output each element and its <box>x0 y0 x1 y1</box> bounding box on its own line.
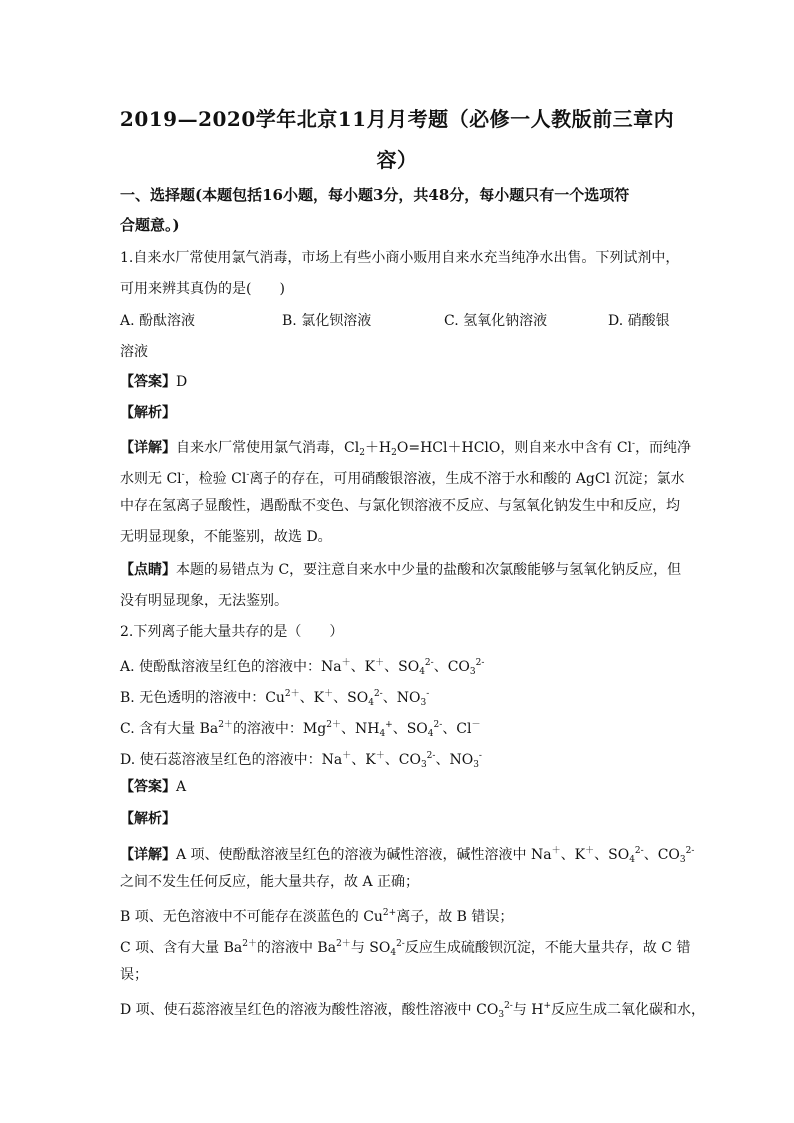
q2-answer-value: A <box>176 779 187 795</box>
superscript: 2＋ <box>242 939 257 949</box>
q2-detail-text: 与 SO <box>350 940 391 956</box>
subscript: 2 <box>359 448 365 458</box>
superscript: 2- <box>373 689 383 699</box>
detail-tag: 【详解】 <box>120 440 176 456</box>
q2-detail-line-5: 误； <box>120 967 148 983</box>
document-title-line-1: 2019—2020学年北京11月月考题（必修一人教版前三章内 <box>119 107 675 131</box>
option-text: D. 使石蕊溶液呈红色的溶液中：Na <box>120 752 343 768</box>
detail-tag: 【详解】 <box>120 847 176 863</box>
subscript: 4 <box>379 729 386 739</box>
superscript: 2- <box>634 846 644 856</box>
superscript: 2+ <box>382 908 397 918</box>
superscript: ＋ <box>342 751 352 761</box>
superscript: 2＋ <box>326 720 341 730</box>
option-text: A. 使酚酞溶液呈红色的溶液中：Na <box>120 659 342 675</box>
q2-detail-text: 反应生成硫酸钡沉淀，不能大量共存，故 C 错 <box>404 940 691 956</box>
superscript: 2- <box>685 846 695 856</box>
q1-remark-line-2: 没有明显现象，无法鉴别。 <box>120 593 288 609</box>
option-text: 、CO <box>384 752 421 768</box>
q2-detail-line-6 <box>120 996 706 1025</box>
document-title-line-2: 容） <box>376 148 418 172</box>
option-text: 、CO <box>433 659 470 675</box>
option-text: 、NO <box>382 690 421 706</box>
q2-detail-text: 与 H <box>512 1002 544 1018</box>
superscript: - <box>246 470 250 480</box>
q1-stem-line-2: 可用来辨其真伪的是( ) <box>120 281 285 297</box>
q1-detail-line-3: 中存在氢离子显酸性，遇酚酞不变色、与氯化钡溶液不反应、与氢氧化钠发生中和反应，均 <box>120 498 680 514</box>
option-text: C. 含有大量 Ba <box>120 721 219 737</box>
superscript: 2- <box>396 939 405 949</box>
superscript: ＋ <box>341 658 351 668</box>
q1-answer-value: D <box>176 374 188 390</box>
option-text: 、K <box>299 690 325 706</box>
subscript: 3 <box>498 1010 505 1020</box>
q1-detail-text: ，检验 Cl <box>184 471 247 487</box>
subscript: 4 <box>368 698 374 708</box>
option-text: 、SO <box>392 721 428 737</box>
option-text: 、SO <box>333 690 369 706</box>
superscript: 2＋ <box>218 720 233 730</box>
q2-option-d <box>120 746 680 775</box>
q2-detail-text: 离子，故 B 错误； <box>396 909 514 925</box>
superscript: 2- <box>426 751 436 761</box>
q1-detail-text: O=HCl＋HClO，则自来水中含有 Cl <box>396 440 633 456</box>
superscript: 2＋ <box>284 689 300 699</box>
q2-detail-text: 的溶液中 Ba <box>256 940 337 956</box>
subscript: 4 <box>427 729 434 739</box>
q2-detail-line-4 <box>120 934 691 963</box>
superscript: 2＋ <box>336 939 351 949</box>
q1-option-d-continued: 溶液 <box>120 344 148 360</box>
q2-option-c <box>120 715 680 744</box>
option-text: 、SO <box>384 659 420 675</box>
q1-answer <box>120 372 680 392</box>
q2-analysis-tag: 【解析】 <box>120 811 176 827</box>
q1-remark-line-1 <box>120 560 680 580</box>
option-text: 、Cl <box>442 721 472 737</box>
q1-detail-line-4: 无明显现象，不能鉴别，故选 D。 <box>120 529 332 545</box>
q2-option-b <box>120 684 680 713</box>
q2-detail-line-3 <box>120 903 680 927</box>
option-text: 、NH <box>340 721 380 737</box>
subscript: 3 <box>679 855 686 865</box>
subscript: 4 <box>390 948 397 958</box>
superscript: 2- <box>504 1001 513 1011</box>
subscript: 3 <box>420 698 427 708</box>
section-heading-line-1: 一、选择题(本题包括16小题，每小题3分，共48分，每小题只有一个选项符 <box>120 186 630 204</box>
superscript: 2- <box>475 658 485 668</box>
q2-detail-text: B 项、无色溶液中不可能存在淡蓝色的 Cu <box>120 909 383 925</box>
q1-detail-text: 离子的存在，可用硝酸银溶液，生成不溶于水和酸的 AgCl 沉淀；氯水 <box>249 471 685 487</box>
option-text: 、K <box>350 659 376 675</box>
superscript: 2- <box>433 720 443 730</box>
subscript: 3 <box>469 667 476 677</box>
subscript: 4 <box>419 667 425 677</box>
superscript: ＋ <box>551 846 561 856</box>
q1-stem-line-1: 1.自来水厂常使用氯气消毒，市场上有些小商小贩用自来水充当纯净水出售。下列试剂中， <box>120 250 680 266</box>
superscript: ＋ <box>375 751 385 761</box>
q2-detail-text: A 项、使酚酞溶液呈红色的溶液为碱性溶液，碱性溶液中 Na <box>176 847 552 863</box>
option-text: 、NO <box>435 752 474 768</box>
q2-stem: 2.下列离子能大量共存的是（ ） <box>120 624 344 640</box>
superscript: - <box>478 751 482 761</box>
superscript: － <box>471 720 481 730</box>
superscript: ＋ <box>585 846 595 856</box>
q1-analysis-tag: 【解析】 <box>120 405 176 421</box>
q1-detail-text: ＋H <box>364 440 392 456</box>
q2-answer <box>120 777 680 797</box>
q2-detail-text: 、CO <box>643 847 680 863</box>
q1-detail-text: 水则无 Cl <box>120 471 182 487</box>
remark-tag: 【点睛】 <box>120 562 176 578</box>
option-text: B. 无色透明的溶液中：Cu <box>120 690 285 706</box>
q1-detail-text: 自来水厂常使用氯气消毒，Cl <box>176 440 360 456</box>
subscript: 2 <box>391 448 397 458</box>
q2-detail-text: 、K <box>560 847 586 863</box>
answer-tag: 【答案】 <box>120 779 176 795</box>
q1-detail-text: ，而纯净 <box>635 440 692 456</box>
section-heading-line-2: 合题意。) <box>120 216 180 234</box>
superscript: - <box>632 439 636 449</box>
q1-detail-line-1 <box>120 434 692 463</box>
q1-detail-line-2 <box>120 465 685 489</box>
q1-remark-text: 本题的易错点为 C，要注意自来水中少量的盐酸和次氯酸能够与氢氧化钠反应，但 <box>176 562 682 578</box>
subscript: 3 <box>473 760 479 770</box>
subscript: 4 <box>629 855 635 865</box>
q1-option-a: A. 酚酞溶液 <box>120 313 196 329</box>
superscript: - <box>181 470 185 480</box>
answer-tag: 【答案】 <box>120 374 176 390</box>
subscript: 3 <box>420 760 427 770</box>
q1-option-d: D. 硝酸银 <box>608 313 670 329</box>
q2-detail-text: 反应生成二氧化碳和水， <box>551 1002 706 1018</box>
superscript: - <box>426 689 430 699</box>
superscript: + <box>543 1001 552 1011</box>
q2-detail-text: C 项、含有大量 Ba <box>120 940 243 956</box>
q2-detail-line-2: 之间不发生任何反应，能大量共存，故 A 正确； <box>120 874 420 890</box>
option-text: 、K <box>351 752 376 768</box>
section-heading <box>120 180 680 240</box>
superscript: ＋ <box>324 689 334 699</box>
q2-option-a <box>120 653 680 682</box>
superscript: 2- <box>424 658 434 668</box>
q2-detail-text: 、SO <box>594 847 630 863</box>
q2-detail-line-1 <box>120 841 695 870</box>
superscript: + <box>385 720 393 730</box>
option-text: 的溶液中：Mg <box>232 721 327 737</box>
q1-option-c: C. 氢氧化钠溶液 <box>444 313 548 329</box>
superscript: ＋ <box>375 658 385 668</box>
q2-detail-text: D 项、使石蕊溶液呈红色的溶液为酸性溶液，酸性溶液中 CO <box>120 1002 499 1018</box>
q1-option-b: B. 氯化钡溶液 <box>282 313 372 329</box>
